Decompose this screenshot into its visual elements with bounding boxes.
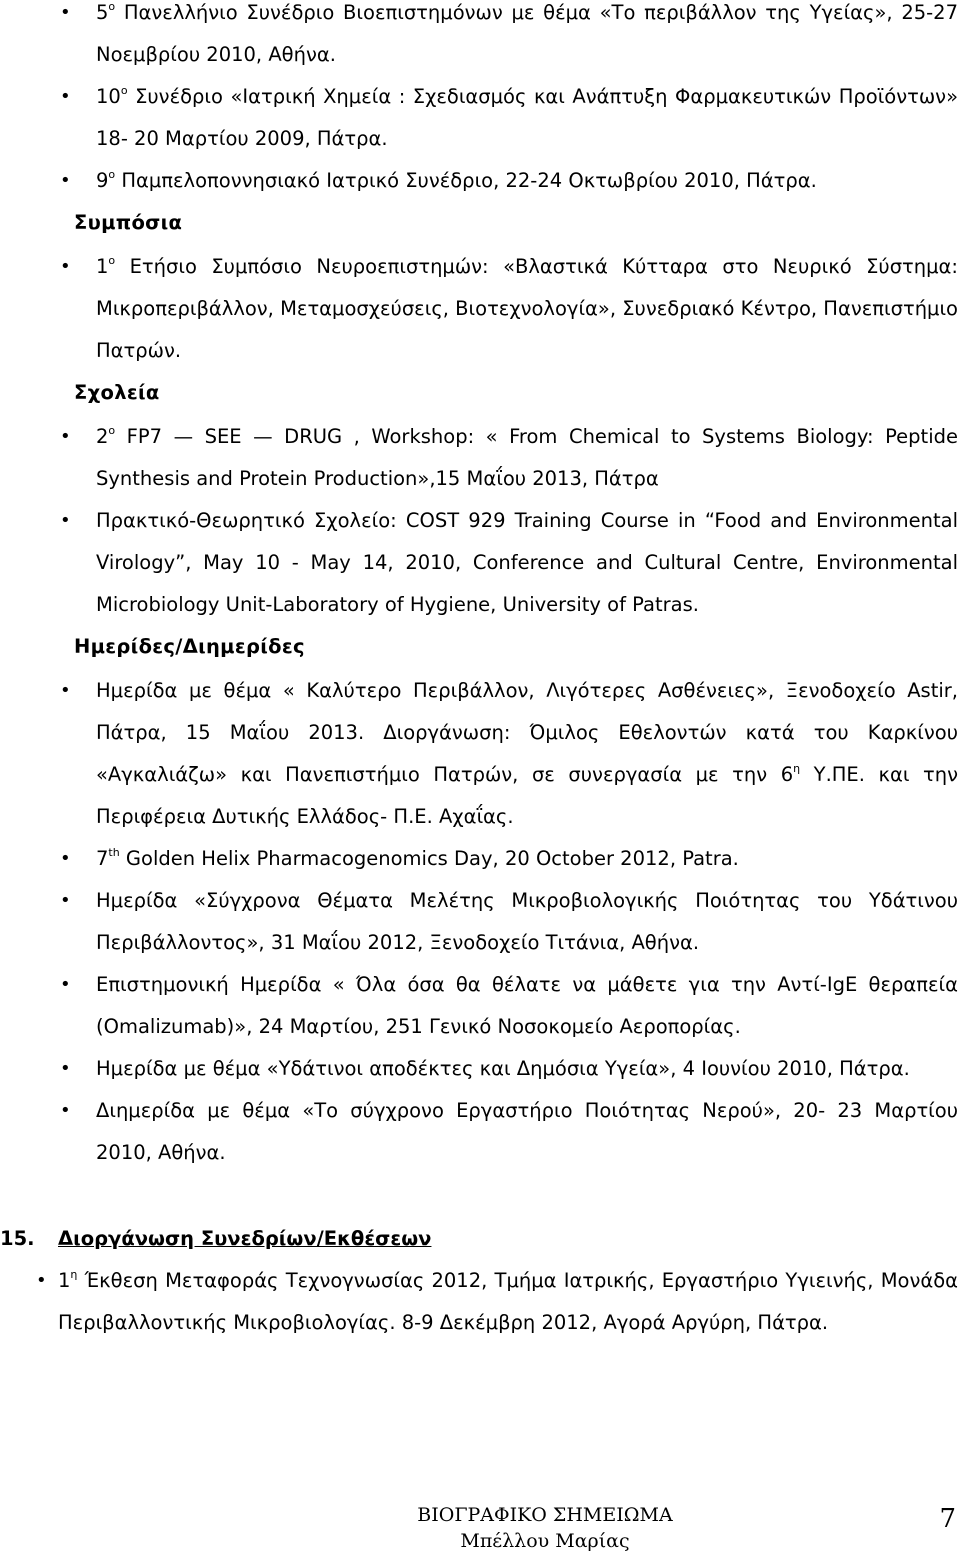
- list-item: • $1^\eta$ Έκθεση Μεταφοράς Τεχνογνωσίας 2012, Τμήμα Ιατρικής, Εργαστήριο Υγιεινής, Μονάδα Περιβαλλοντικής Μικροβιολογίας. 8-9 Δεκέμβρη 2012, Αγορά Αργύρη, Πάτρα.: [0, 1260, 960, 1344]
- footer-title: [360, 1502, 730, 1554]
- days-heading: Ημερίδες/Διημερίδες: [74, 635, 305, 658]
- list-item: • $5^o$ Πανελλήνιο Συνέδριο Βιοεπιστημόνων με θέμα «Το περιβάλλον της Υγείας», 25-27 Νοεμβρίου 2010, Αθήνα.: [0, 0, 960, 76]
- section-15-list: [0, 1260, 960, 1344]
- bullet-icon: •: [60, 848, 71, 869]
- symposia-list: [0, 246, 960, 372]
- conference-list: [0, 0, 960, 202]
- page-number: 7: [939, 1504, 956, 1534]
- symposia-heading: Συμπόσια: [74, 211, 183, 234]
- section-title: Διοργάνωση Συνεδρίων/Εκθέσεων: [58, 1227, 432, 1250]
- bullet-icon: •: [60, 1058, 71, 1079]
- list-item: • $1^o$ Ετήσιο Συμπόσιο Νευροεπιστημών: «Βλαστικά Κύτταρα στο Νευρικό Σύστημα: Μικροπεριβάλλον, Μεταμοσχεύσεις, Βιοτεχνολογία», Συνεδριακό Κέντρο, Πανεπιστήμιο Πατρών.: [0, 246, 960, 372]
- list-item: • Ημερίδα με θέμα « Καλύτερο Περιβάλλον, Λιγότερες Ασθένειες», Ξενοδοχείο Astir, Πάτρα, 15 Μαΐου 2013. Διοργάνωση: Όμιλος Εθελοντών κατά του Καρκίνου «Αγκαλιάζω» και Πανεπιστήμιο Πατρών, σε συνεργασία με την $6^\eta$ Υ.ΠΕ. και την Περιφέρεια Δυτικής Ελλάδος- Π.Ε. Αχαΐας.: [0, 670, 960, 838]
- bullet-icon: •: [36, 1270, 47, 1291]
- list-item: • $10^o$ Συνέδριο «Ιατρική Χημεία : Σχεδιασμός και Ανάπτυξη Φαρμακευτικών Προϊόντων» 18- 20 Μαρτίου 2009, Πάτρα.: [0, 76, 960, 160]
- list-item: • Διημερίδα με θέμα «Το σύγχρονο Εργαστήριο Ποιότητας Νερού», 20- 23 Μαρτίου 2010, Αθήνα.: [0, 1090, 960, 1174]
- days-list: [0, 670, 960, 1174]
- list-item: • Ημερίδα «Σύγχρονα Θέματα Μελέτης Μικροβιολογικής Ποιότητας του Υδάτινου Περιβάλλοντος», 31 Μαΐου 2012, Ξενοδοχείο Τιτάνια, Αθήνα.: [0, 880, 960, 964]
- footer-line-1: ΒΙΟΓΡΑΦΙΚΟ ΣΗΜΕΙΩΜΑ: [417, 1504, 673, 1526]
- bullet-icon: •: [60, 974, 71, 995]
- list-item: • Ημερίδα με θέμα «Υδάτινοι αποδέκτες και Δημόσια Υγεία», 4 Ιουνίου 2010, Πάτρα.: [0, 1048, 960, 1090]
- section-number: 15.: [0, 1227, 35, 1250]
- bullet-icon: •: [60, 2, 71, 23]
- bullet-icon: •: [60, 680, 71, 701]
- bullet-icon: •: [60, 170, 71, 191]
- list-item: • $2^o$ FP7 — SEE — DRUG , Workshop: « From Chemical to Systems Biology: Peptide Synthesis and Protein Production»,15 Μαΐου 2013, Πάτρα: [0, 416, 960, 500]
- bullet-icon: •: [60, 426, 71, 447]
- footer-line-2: Μπέλλου Μαρίας: [460, 1530, 630, 1552]
- schools-list: [0, 416, 960, 626]
- list-item: • 7th Golden Helix Pharmacogenomics Day, 20 October 2012, Patra.: [0, 838, 960, 880]
- bullet-icon: •: [60, 256, 71, 277]
- bullet-icon: •: [60, 510, 71, 531]
- list-item: • $9^o$ Παμπελοποννησιακό Ιατρικό Συνέδριο, 22-24 Οκτωβρίου 2010, Πάτρα.: [0, 160, 960, 202]
- bullet-icon: •: [60, 890, 71, 911]
- bullet-icon: •: [60, 1100, 71, 1121]
- list-item: • Επιστημονική Ημερίδα « Όλα όσα θα θέλατε να μάθετε για την Αντί-IgE θεραπεία (Omalizumab)», 24 Μαρτίου, 251 Γενικό Νοσοκομείο Αεροπορίας.: [0, 964, 960, 1048]
- bullet-icon: •: [60, 86, 71, 107]
- list-item: • Πρακτικό-Θεωρητικό Σχολείο: COST 929 Training Course in “Food and Environmental Virology”, May 10 - May 14, 2010, Conference and Cultural Centre, Environmental Microbiology Unit-Laboratory of Hygiene, University of Patras.: [0, 500, 960, 626]
- schools-heading: Σχολεία: [74, 381, 160, 404]
